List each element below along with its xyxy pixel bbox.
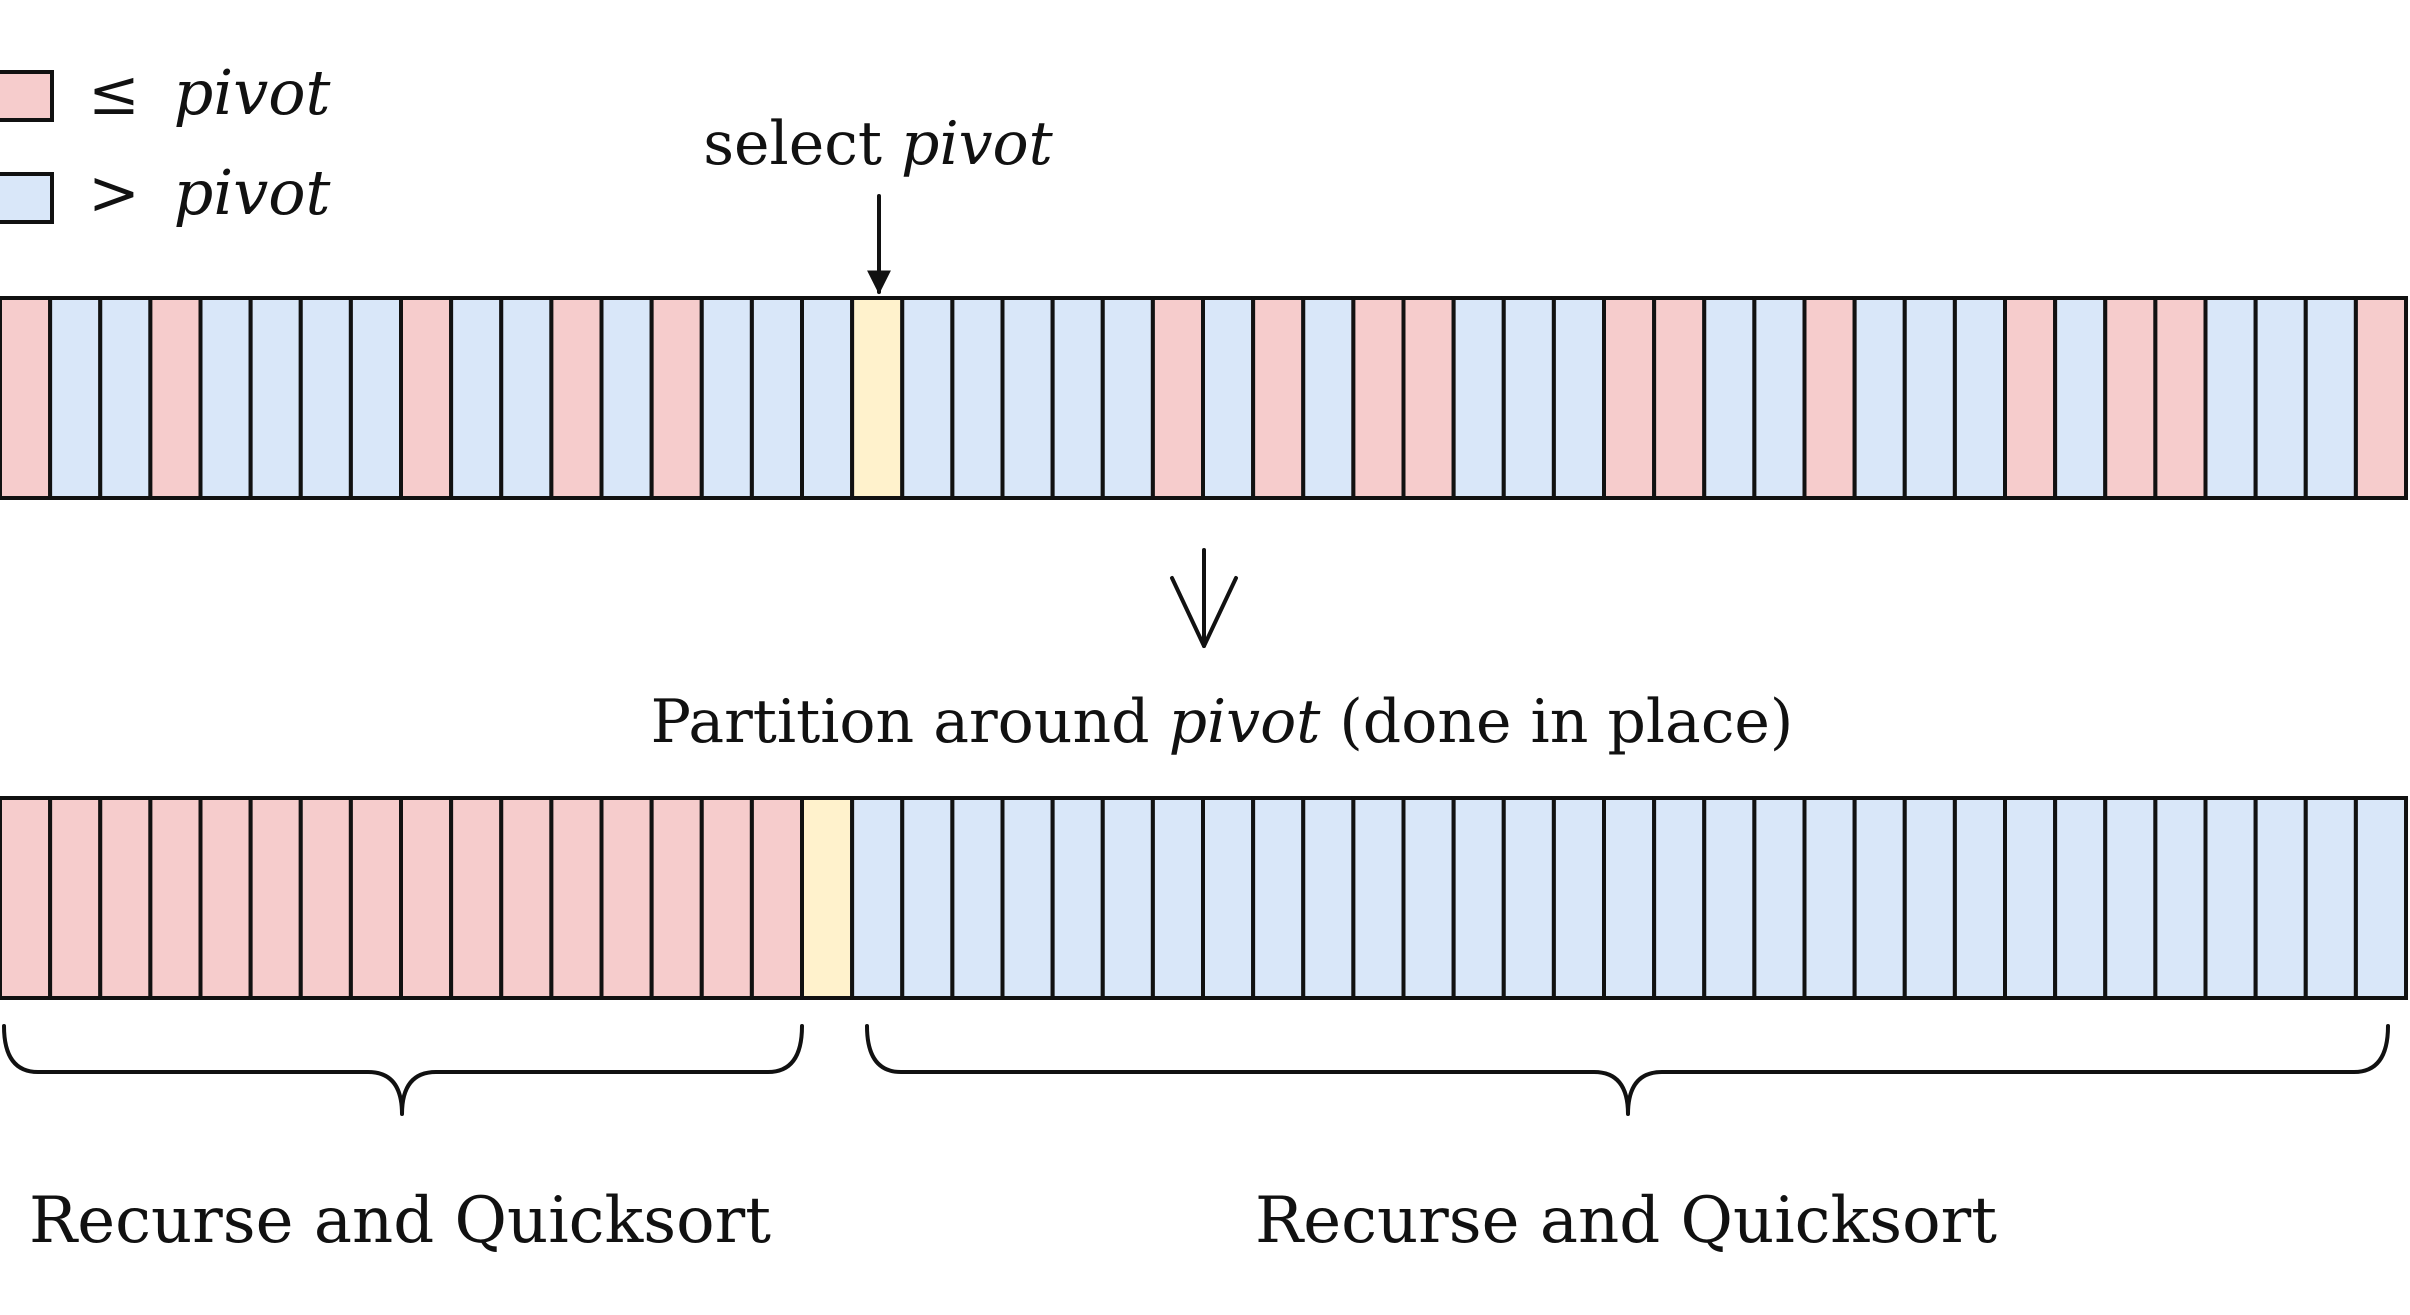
partitioned-array-cell-le-pivot [752,798,802,998]
input-array-cell-gt-pivot [2055,298,2105,498]
input-array-cell-gt-pivot [1053,298,1103,498]
partitioned-array-cell-le-pivot [451,798,501,998]
partition-pivot-word: pivot [1168,687,1321,757]
partitioned-array-cell-gt-pivot [1604,798,1654,998]
partitioned-array-cell-gt-pivot [2206,798,2256,998]
input-array-cell-gt-pivot [1855,298,1905,498]
input-array-cell-le-pivot [652,298,702,498]
input-array-cell-gt-pivot [752,298,802,498]
legend-le-symbol: ≤ [88,56,140,129]
input-array-cell-gt-pivot [201,298,251,498]
legend-le-swatch [0,72,52,120]
legend-gt-swatch [0,174,52,222]
partitioned-array-cell-gt-pivot [1805,798,1855,998]
input-array-cell-gt-pivot [1454,298,1504,498]
recurse-right-label: Recurse and Quicksort [1255,1184,1997,1258]
partitioned-array-cell-le-pivot [201,798,251,998]
input-array-cell-gt-pivot [100,298,150,498]
partitioned-array-cell-gt-pivot [1404,798,1454,998]
input-array-cell-le-pivot [1404,298,1454,498]
input-array-cell-le-pivot [1153,298,1203,498]
left-recurse-brace [4,1026,802,1114]
partitioned-array-cell-le-pivot [100,798,150,998]
input-array-cell-gt-pivot [1303,298,1353,498]
partitioned-array-cell-gt-pivot [1203,798,1253,998]
input-array-cell-gt-pivot [1754,298,1804,498]
partitioned-array-cell-gt-pivot [2356,798,2406,998]
partitioned-array-cell-gt-pivot [2105,798,2155,998]
partitioned-array-cell-gt-pivot [1454,798,1504,998]
input-array-cell-le-pivot [1353,298,1403,498]
partitioned-array-cell-le-pivot [602,798,652,998]
recurse-left-label: Recurse and Quicksort [29,1184,771,1258]
legend-gt-symbol: > [88,156,140,229]
partitioned-array-cell-gt-pivot [1855,798,1905,998]
partitioned-array-cell-le-pivot [652,798,702,998]
legend-gt-word: pivot [173,156,331,229]
select-pivot-label [703,109,1053,179]
partitioned-array-cell-gt-pivot [1754,798,1804,998]
input-array-cell-le-pivot [551,298,601,498]
partitioned-array-cell-le-pivot [150,798,200,998]
partitioned-array-cell-pivot [802,798,852,998]
partitioned-array-cell-gt-pivot [2005,798,2055,998]
input-array-cell-gt-pivot [1003,298,1053,498]
legend-gt-label [88,156,331,229]
partitioned-array-cell-gt-pivot [1654,798,1704,998]
input-array-cell-le-pivot [401,298,451,498]
input-array-cell-gt-pivot [351,298,401,498]
partitioned-array-cell-gt-pivot [1153,798,1203,998]
partitioned-array-cell-gt-pivot [1554,798,1604,998]
partitioned-array-cell-gt-pivot [2306,798,2356,998]
input-array-cell-gt-pivot [50,298,100,498]
input-array-cell-gt-pivot [1704,298,1754,498]
legend [0,56,331,229]
input-array-cell-le-pivot [1253,298,1303,498]
partitioned-array-cell-gt-pivot [1704,798,1754,998]
partitioned-array-cell-le-pivot [702,798,752,998]
partitioned-array-cell-gt-pivot [1253,798,1303,998]
input-array-cell-gt-pivot [1203,298,1253,498]
partition-after: (done in place) [1320,687,1794,757]
partitioned-array-cell-le-pivot [251,798,301,998]
input-array-cell-le-pivot [2005,298,2055,498]
input-array [0,298,2406,498]
input-array-cell-gt-pivot [501,298,551,498]
partitioned-array-cell-gt-pivot [1053,798,1103,998]
partitioned-array-cell-le-pivot [501,798,551,998]
input-array-cell-le-pivot [1604,298,1654,498]
select-pivot-word: pivot [901,109,1053,179]
input-array-cell-gt-pivot [1103,298,1153,498]
partitioned-array-cell-gt-pivot [1905,798,1955,998]
input-array-cell-gt-pivot [802,298,852,498]
legend-le-label [88,56,331,129]
input-array-cell-le-pivot [150,298,200,498]
partitioned-array-cell-gt-pivot [1955,798,2005,998]
input-array-cell-le-pivot [0,298,50,498]
partition-before: Partition around [650,687,1169,757]
input-array-cell-le-pivot [2105,298,2155,498]
input-array-cell-le-pivot [2155,298,2205,498]
partitioned-array-cell-gt-pivot [2055,798,2105,998]
right-recurse-brace [867,1026,2388,1114]
partition-label [651,687,1794,757]
partitioned-array-cell-gt-pivot [1353,798,1403,998]
partitioned-array-cell-gt-pivot [1303,798,1353,998]
input-array-cell-gt-pivot [952,298,1002,498]
partitioned-array-cell-gt-pivot [952,798,1002,998]
input-array-cell-le-pivot [1654,298,1704,498]
select-pivot-plain: select [703,109,902,179]
input-array-cell-gt-pivot [251,298,301,498]
partitioned-array [0,798,2406,998]
partitioned-array-cell-gt-pivot [1003,798,1053,998]
input-array-cell-pivot [852,298,902,498]
partitioned-array-cell-gt-pivot [2256,798,2306,998]
partitioned-array-cell-le-pivot [50,798,100,998]
partitioned-array-cell-gt-pivot [902,798,952,998]
input-array-cell-gt-pivot [702,298,752,498]
input-array-cell-le-pivot [2356,298,2406,498]
partition-arrow [1172,550,1236,646]
partitioned-array-cell-gt-pivot [1504,798,1554,998]
partitioned-array-cell-le-pivot [401,798,451,998]
partitioned-array-cell-le-pivot [301,798,351,998]
input-array-cell-gt-pivot [602,298,652,498]
input-array-cell-gt-pivot [1955,298,2005,498]
legend-le-word: pivot [173,56,331,129]
partitioned-array-cell-gt-pivot [2155,798,2205,998]
partitioned-array-cell-le-pivot [551,798,601,998]
partitioned-array-cell-gt-pivot [852,798,902,998]
input-array-cell-gt-pivot [1554,298,1604,498]
input-array-cell-gt-pivot [2256,298,2306,498]
input-array-cell-gt-pivot [1905,298,1955,498]
input-array-cell-gt-pivot [451,298,501,498]
input-array-cell-gt-pivot [301,298,351,498]
input-array-cell-le-pivot [1805,298,1855,498]
input-array-cell-gt-pivot [2206,298,2256,498]
partitioned-array-cell-le-pivot [0,798,50,998]
partitioned-array-cell-gt-pivot [1103,798,1153,998]
partitioned-array-cell-le-pivot [351,798,401,998]
input-array-cell-gt-pivot [1504,298,1554,498]
input-array-cell-gt-pivot [2306,298,2356,498]
input-array-cell-gt-pivot [902,298,952,498]
